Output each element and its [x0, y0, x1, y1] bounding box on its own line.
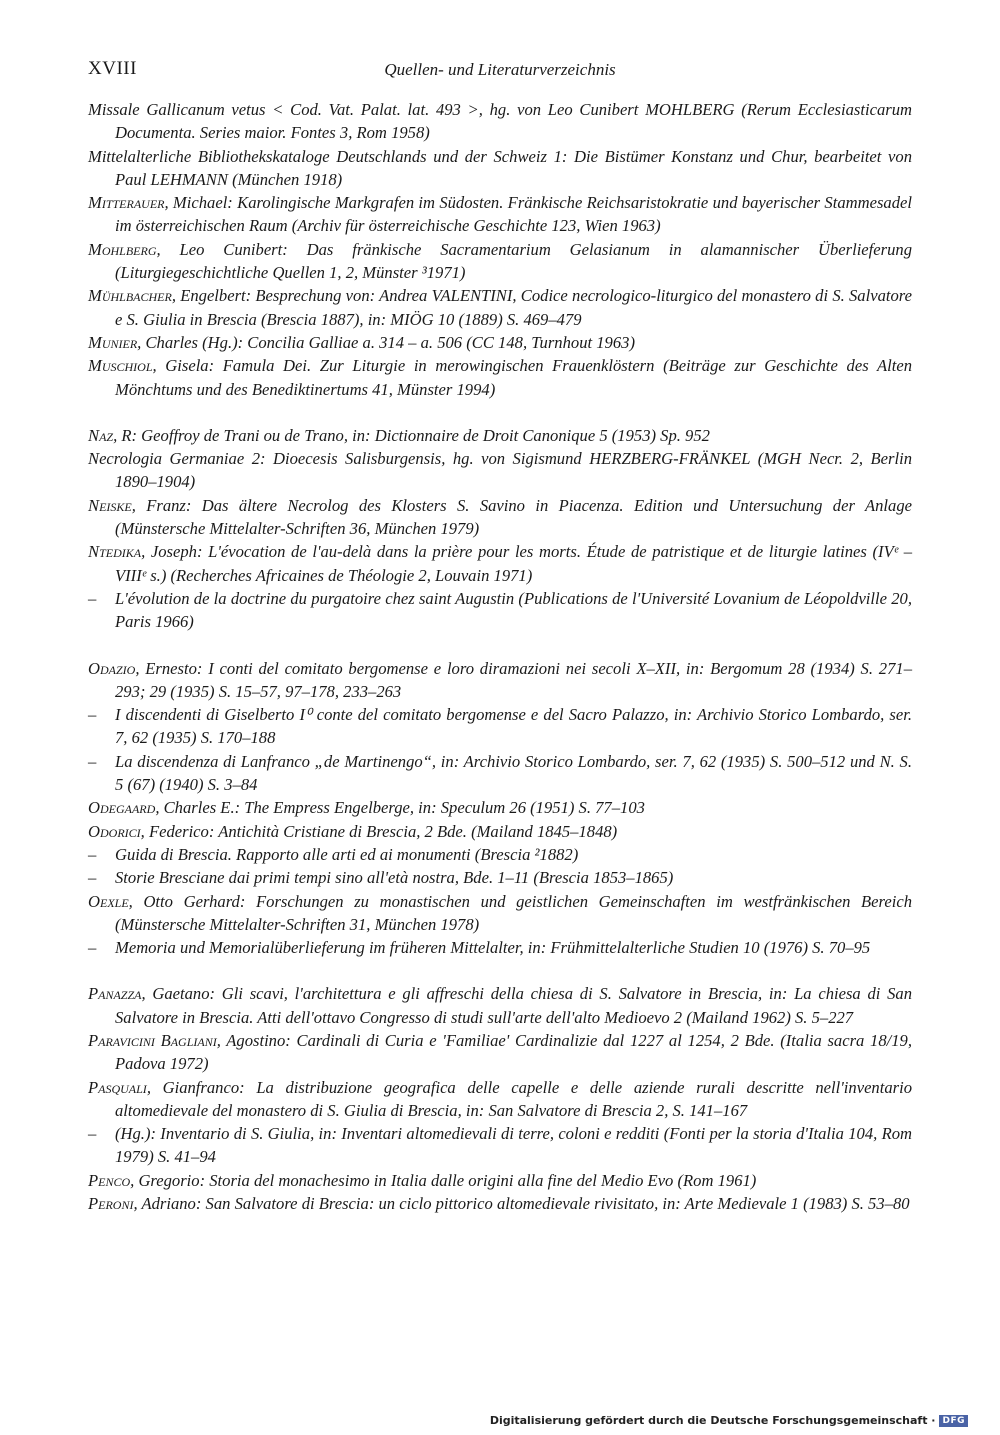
entry-text: La discendenza di Lanfranco „de Martinengo“, in: Archivio Storico Lombardo, ser. 7, 62 (1935) S. 500–512 und N. S. 5 (67) (1940) S. 3–84: [115, 751, 912, 795]
entry-text: (Hg.): Inventario di S. Giulia, in: Inventari altomedievali di terre, coloni e redditi (Fonti per la storia d'Italia 104, Rom 1979) S. 41–94: [115, 1124, 912, 1167]
entry-author: Pasquali: [88, 1077, 147, 1097]
entry-author: Panazza: [88, 984, 142, 1004]
bibliography-entry: [88, 843, 912, 866]
entry-author: Muschiol: [88, 356, 153, 376]
bibliography-list: [88, 98, 912, 1215]
entry-text: , Joseph: L'évocation de l'au-delà dans la prière pour les morts. Étude de patristique et de liturgie latines (IVᵉ – VIIIᵉ s.) (Recherches Africaines de Théologie 2, Louvain 1971): [115, 542, 912, 585]
bibliography-entry: [88, 238, 912, 285]
footer: [490, 1414, 968, 1427]
bibliography-entry: [88, 145, 912, 192]
section-gap: [88, 401, 912, 424]
bibliography-entry: [88, 936, 912, 959]
entry-author: Naz: [88, 425, 114, 445]
continuation-dash: –: [88, 1124, 97, 1144]
entry-text: , Leo Cunibert: Das fränkische Sacramentarium Gelasianum in alamannischer Überlieferung (Liturgiegeschichtliche Quellen 1, 2, Münster ³1971): [115, 239, 912, 283]
continuation-dash: –: [88, 938, 97, 958]
dfg-logo: DFG: [939, 1415, 968, 1427]
entry-text: Mittelalterliche Bibliothekskataloge Deutschlands und der Schweiz 1: Die Bistümer Konstanz und Chur, bearbeitet von Paul LEHMANN (München 1918): [88, 146, 912, 189]
entry-author: Odazio: [88, 658, 136, 678]
entry-author: Munier: [88, 332, 138, 352]
entry-text: , Otto Gerhard: Forschungen zu monastischen und geistlichen Gemeinschaften im westfränkischen Bereich (Münstersche Mittelalter-Schriften 31, München 1978): [115, 891, 912, 934]
entry-author: Mohlberg: [88, 239, 157, 259]
entry-author: Mühlbacher: [88, 286, 172, 306]
entry-text: , Gisela: Famula Dei. Zur Liturgie in merowingischen Frauenklöstern (Beiträge zur Geschichte des Alten Mönchtums und des Benediktinertums 41, Münster 1994): [115, 356, 912, 399]
continuation-dash: –: [88, 588, 97, 608]
entry-text: , Gaetano: Gli scavi, l'architettura e gli affreschi della chiesa di S. Salvatore in Brescia, in: La chiesa di San Salvatore in Brescia. Atti dell'ottavo Congresso di studi sull'arte dell'alto Medioevo 2 (Mailand 1962) S. 5–227: [115, 984, 912, 1027]
bibliography-entry: [88, 191, 912, 238]
entry-text: , Adriano: San Salvatore di Brescia: un ciclo pittorico altomedievale rivisitato, in: Arte Medievale 1 (1983) S. 53–80: [133, 1194, 910, 1214]
entry-author: Paravicini Bagliani: [88, 1030, 217, 1050]
entry-text: L'évolution de la doctrine du purgatoire chez saint Augustin (Publications de l'Université Lovanium de Léopoldville 20, Paris 1966): [115, 588, 912, 632]
bibliography-entry: [88, 424, 912, 447]
bibliography-entry: [88, 982, 912, 1029]
continuation-dash: –: [88, 705, 97, 725]
section-gap: [88, 634, 912, 657]
section-gap: [88, 959, 912, 982]
bibliography-entry: [88, 331, 912, 354]
entry-author: Peroni: [88, 1194, 134, 1214]
entry-text: Missale Gallicanum vetus < Cod. Vat. Palat. lat. 493 >, hg. von Leo Cunibert MOHLBERG (Rerum Ecclesiasticarum Documenta. Series maior. Fontes 3, Rom 1958): [88, 100, 912, 143]
bibliography-entry: [88, 587, 912, 634]
page-header: [88, 58, 912, 84]
bibliography-entry: [88, 354, 912, 401]
entry-text: Storie Bresciane dai primi tempi sino all'età nostra, Bde. 1–11 (Brescia 1853–1865): [115, 868, 674, 888]
bibliography-entry: [88, 866, 912, 889]
entry-text: , Ernesto: I conti del comitato bergomense e loro diramazioni nei secoli X–XII, in: Bergomum 28 (1934) S. 271–293; 29 (1935) S. 15–57, 97–178, 233–263: [115, 658, 912, 701]
bibliography-entry: [88, 750, 912, 797]
entry-text: , Michael: Karolingische Markgrafen im Südosten. Fränkische Reichsaristokratie und bayerischer Stammesadel im österreichischen Raum (Archiv für österreichische Geschichte 123, Wien 1963): [115, 193, 912, 236]
entry-author: Penco: [88, 1170, 131, 1190]
entry-author: Odorici: [88, 821, 141, 841]
entry-text: I discendenti di Giselberto I⁰ conte del comitato bergomense e del Sacro Palazzo, in: Archivio Storico Lombardo, ser. 7, 62 (1935) S. 170–188: [115, 705, 912, 748]
bibliography-entry: [88, 1122, 912, 1169]
bibliography-entry: [88, 447, 912, 494]
continuation-dash: –: [88, 868, 97, 888]
bibliography-entry: [88, 284, 912, 331]
bibliography-entry: [88, 890, 912, 937]
bibliography-entry: [88, 657, 912, 704]
bibliography-entry: [88, 703, 912, 750]
bibliography-entry: [88, 820, 912, 843]
entry-text: , Franz: Das ältere Necrolog des Klosters S. Savino in Piacenza. Edition und Untersuchung der Anlage (Münstersche Mittelalter-Schriften 36, München 1979): [115, 495, 912, 539]
bibliography-entry: [88, 1192, 912, 1215]
bibliography-entry: [88, 98, 912, 145]
entry-author: Mitterauer: [88, 193, 165, 213]
entry-text: Guida di Brescia. Rapporto alle arti ed ai monumenti (Brescia ²1882): [115, 844, 579, 864]
bibliography-entry: [88, 796, 912, 819]
entry-text: , Gianfranco: La distribuzione geografica delle capelle e delle aziende rurali descritte nell'inventario altomedievale del monastero di S. Giulia di Brescia, in: San Salvatore di Brescia 2, S. 141–167: [115, 1077, 912, 1120]
entry-author: Ntedika: [88, 542, 142, 562]
entry-text: , Federico: Antichità Cristiane di Brescia, 2 Bde. (Mailand 1845–1848): [140, 821, 618, 841]
bibliography-entry: [88, 494, 912, 541]
footer-text: Digitalisierung gefördert durch die Deutsche Forschungsgemeinschaft ·: [489, 1414, 936, 1427]
entry-text: Memoria und Memorialüberlieferung im früheren Mittelalter, in: Frühmittelalterliche Studien 10 (1976) S. 70–95: [115, 938, 871, 958]
entry-text: , Charles E.: The Empress Engelberge, in: Speculum 26 (1951) S. 77–103: [155, 798, 645, 818]
entry-text: , Agostino: Cardinali di Curia e 'Familiae' Cardinalizie dal 1227 al 1254, 2 Bde. (Italia sacra 18/19, Padova 1972): [115, 1030, 912, 1074]
continuation-dash: –: [88, 751, 97, 771]
entry-text: , Charles (Hg.): Concilia Galliae a. 314 – a. 506 (CC 148, Turnhout 1963): [137, 332, 635, 352]
entry-text: , Engelbert: Besprechung von: Andrea VALENTINI, Codice necrologico-liturgico del monastero di S. Salvatore e S. Giulia in Brescia (Brescia 1887), in: MIÖG 10 (1889) S. 469–479: [115, 286, 912, 329]
page-number: XVIII: [88, 58, 137, 79]
bibliography-entry: [88, 1076, 912, 1123]
entry-author: Odegaard: [88, 798, 156, 818]
running-title: Quellen- und Literaturverzeichnis: [384, 60, 616, 79]
bibliography-entry: [88, 1029, 912, 1076]
entry-text: Necrologia Germaniae 2: Dioecesis Salisburgensis, hg. von Sigismund HERZBERG-FRÄNKEL (MGH Necr. 2, Berlin 1890–1904): [88, 449, 912, 492]
entry-author: Oexle: [88, 891, 129, 911]
entry-text: , Gregorio: Storia del monachesimo in Italia dalle origini alla fine del Medio Evo (Rom 1961): [130, 1170, 757, 1190]
bibliography-entry: [88, 1169, 912, 1192]
bibliography-entry: [88, 540, 912, 587]
entry-text: , R: Geoffroy de Trani ou de Trano, in: Dictionnaire de Droit Canonique 5 (1953) Sp. 952: [113, 425, 710, 445]
entry-author: Neiske: [88, 495, 132, 515]
continuation-dash: –: [88, 844, 97, 864]
